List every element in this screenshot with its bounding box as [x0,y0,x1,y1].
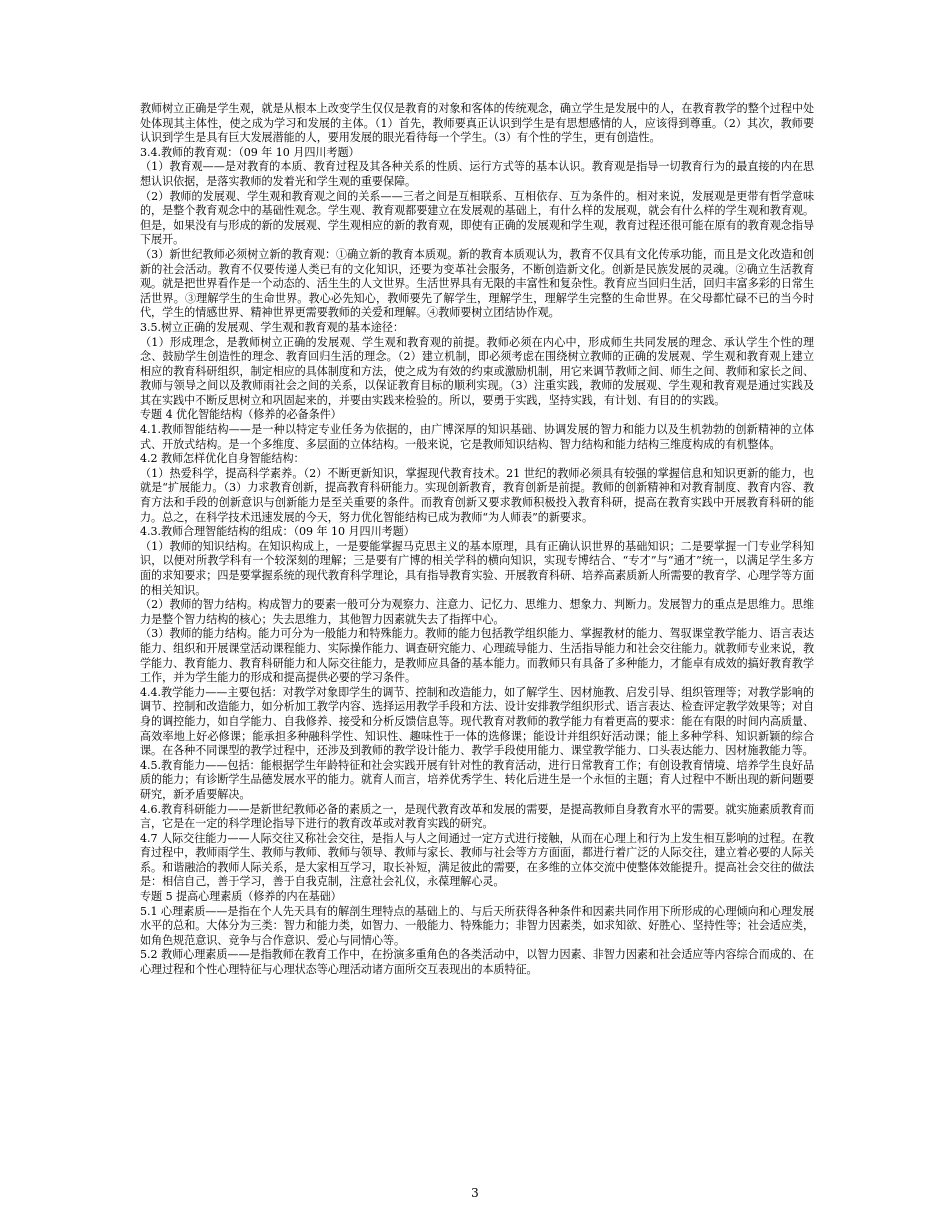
topic-heading: 专题 4 优化智能结构（修养的必备条件） [140,408,342,422]
paragraph: （3）教师的能力结构。能力可分为一般能力和特殊能力。教师的能力包括教学组织能力、掌握教材的能力、驾驭课堂教学能力、语言表达能力、组织和开展课堂活动课程能力、实际操作能力、调查研究能力、心理疏导能力、生活指导能力和社会交往能力。就教师专业来说，教学能力、教育能力、教育科研能力和人际交往能力，是教师应具备的基本能力。而教师只有具备了多种能力，才能卓有成效的搞好教育教学工作，并为学生能力的形成和提高提供必要的学习条件。 [140,627,814,685]
paragraph: （2）教师的智力结构。构成智力的要素一般可分为观察力、注意力、记忆力、思维力、想象力、判断力。发展智力的重点是思维力。思维力是整个智力结构的核心；失去思维力，其他智力因素就失去了指挥中心。 [140,598,814,626]
paragraph: 4.7 人际交往能力——人际交往又称社会交往，是指人与人之间通过一定方式进行接触，从而在心理上和行为上发生相互影响的过程。在教育过程中，教师雨学生、教师与教师、教师与领导、教师与家长、教师与社会等方方面面，都进行着广泛的人际交往，建立着必要的人际关系。和谐融洽的教师人际关系，是大家相互学习，取长补短，满足彼此的需要，在多维的立体交流中使整体效能提升。提高社会交往的做法是：相信自己，善于学习，善于自我克制，注意社会礼仪，永葆理解心灵。 [140,831,814,889]
paragraph: 4.4.教学能力——主要包括：对教学对象即学生的调节、控制和改造能力，如了解学生、因材施教、启发引导、组织管理等；对教学影响的调节、控制和改造能力，如分析加工教学内容、选择运用教学手段和方法、设计安排教学组织形式、语言表达、检查评定教学效果等；对自身的调控能力，如自学能力、自我修养、接受和分析反馈信息等。现代教育对教师的教学能力有着更高的要求：能在有限的时间内高质量、高效率地上好必修课；能承担多种融科学性、知识性、趣味性于一体的选修课；能设计并组织好活动课；能上多种学科、知识新颖的综合课。在各种不同课型的教学过程中，还涉及到教师的教学设计能力、教学手段使用能力、课堂教学能力、口头表达能力、因材施教能力等。 [140,685,814,758]
paragraph: 教师树立正确是学生观，就是从根本上改变学生仅仅是教育的对象和客体的传统观念，确立学生是发展中的人，在教育教学的整个过程中处处体现其主体性，使之成为学习和发展的主体。（1）首先，教师要真正认识到学生是有思想感情的人，应该得到尊重。（2）其次，教师要认识到学生是具有巨大发展潜能的人，要用发展的眼光看待每一个学生。（3）有个性的学生，更有创造性。 [140,102,814,145]
paragraph: 5.2 教师心理素质——是指教师在教育工作中，在扮演多重角色的各类活动中，以智力因素、非智力因素和社会适应等内容综合而成的、在心理过程和个性心理特征与心理状态等心理活动诸方面所交互表现出的本质特征。 [140,948,814,977]
paragraph: （1）教师的知识结构。在知识构成上，一是要能掌握马克思主义的基本原理，具有正确认识世界的基础知识；二是要掌握一门专业学科知识，以便对所教学科有一个较深刻的理解；三是要有广博的相关学科的横向知识，实现专博结合、“专才”与“通才”统一，以满足学生多方面的求知要求；四是要掌握系统的现代教育科学理论，具有指导教育实验、开展教育科研、培养高素质新人所需要的教育学、心理学等方面的相关知识。 [140,539,814,597]
section-heading: 4.3.教师合理智能结构的组成：（09 年 10 月四川考题） [140,525,415,539]
page-number: 3 [471,1186,479,1200]
section-heading: 3.4.教师的教育观：（09 年 10 月四川考题） [140,145,360,159]
paragraph: 4.5.教育能力——包括：能根据学生年龄特征和社会实践开展有针对性的教育活动，进行日常教育工作；有创设教育情境、培养学生良好品质的能力；有诊断学生品德发展水平的能力。就育人而言，培养优秀学生、转化后进生是一个永恒的主题；育人过程中不断出现的新问题要研究，新矛盾要解决。 [140,758,814,801]
paragraph: （2）教师的发展观、学生观和教育观之间的关系——三者之间是互相联系、互相依存、互为条件的。相对来说，发展观是更带有哲学意味的，是整个教育观念中的基础性观念。学生观、教育观都要建立在发展观的基础上，有什么样的发展观，就会有什么样的学生观和教育观。但是，如果没有与形成的新的发展观、学生观相应的新的教育观，即使有正确的发展观和学生观，教育过程还很可能在原有的教育观念指导下展开。 [140,189,814,247]
paragraph: 4.6.教育科研能力——是新世纪教师必备的素质之一，是现代教育改革和发展的需要，是提高教师自身教育水平的需要。就实施素质教育而言，它是在一定的科学理论指导下进行的教育改革或对教育实践的研究。 [140,802,814,831]
paragraph: （1）形成理念，是教师树立正确的发展观、学生观和教育观的前提。教师必须在内心中，形成师生共同发展的理念、承认学生个性的理念、鼓励学生创造性的理念、教育回归生活的理念。（2）建立机制，即必须考虑在围绕树立教师的正确的发展观、学生观和教育观上建立相应的教育科研组织，制定相应的具体制度和方法，使之成为有效的约束或激励机制，用它来调节教师之间、师生之间、教师和家长之间、教师与领导之间以及教师雨社会之间的关系，以保证教育目标的顺利实现。（3）注重实践，教师的发展观、学生观和教育观是通过实践及其在实践中不断反思树立和巩固起来的，并要由实践来检验的。所以，要勇于实践，坚持实践，有计划、有目的的实践。 [140,335,814,407]
paragraph: （3）新世纪教师必须树立新的教育观：①确立新的教育本质观。新的教育本质观认为，教育不仅具有文化传承功能，而且是文化改造和创新的社会活动。教育不仅要传递人类已有的文化知识，还要为变革社会服务，不断创造新文化。创新是民族发展的灵魂。②确立生活教育观。就是把世界看作是一个动态的、活生生的人文世界。生活世界具有无限的丰富性和复杂性。教育应当回归生活，回归丰富多彩的日常生活世界。③理解学生的生命世界。教心必先知心，教师要先了解学生，理解学生，理解学生完整的生命世界。在父母都忙碌不已的当今时代，学生的情感世界、精神世界更需要教师的关爱和理解。④教师要树立团结协作观。 [140,247,814,320]
section-heading: 4.2 教师怎样优化自身智能结构： [140,452,305,466]
topic-heading: 专题 5 提高心理素质（修养的内在基础） [140,890,342,904]
paragraph: （1）教育观——是对教育的本质、教育过程及其各种关系的性质、运行方式等的基本认识。教育观是指导一切教育行为的最直接的内在思想认识依据，是落实教师的发着光和学生观的重要保障。 [140,160,814,188]
paragraph: 5.1 心理素质——是指在个人先天具有的解剖生理特点的基础上的、与后天所获得各种条件和因素共同作用下所形成的心理倾向和心理发展水平的总和。大体分为三类：智力和能力类，如智力、一般能力、特殊能力；非智力因素类，如求知欲、好胜心、坚持性等；社会适应类，如角色规范意识、竞争与合作意识、爱心与同情心等。 [140,904,814,947]
section-heading: 3.5.树立正确的发展观、学生观和教育观的基本途径： [140,320,404,334]
paragraph: 4.1.教师智能结构——是一种以特定专业任务为依据的，由广博深厚的知识基础、协调发展的智力和能力以及生机勃勃的创新精神的立体式、开放式结构。是一个多维度、多层面的立体结构。一般来说，它是教师知识结构、智力结构和能力结构三维度构成的有机整体。 [140,423,814,451]
document-body [140,102,814,978]
paragraph: （1）热爱科学，提高科学素养。（2）不断更新知识，掌握现代教育技术。21 世纪的教师必须具有较强的掌握信息和知识更新的能力，也就是“扩展能力。（3）力求教育创新，提高教育科研能力。实现创新教育，教育创新是前提。教师的创新精神和对教育制度、教育内容、教育方法和手段的创新意识与创新能力是至关重要的条件。而教育创新又要求教师积极投入教育科研，提高在教育实践中开展教育科研的能力。总之，在科学技术迅速发展的今天，努力优化智能结构已成为教师“为人师表”的新要求。 [140,466,814,524]
